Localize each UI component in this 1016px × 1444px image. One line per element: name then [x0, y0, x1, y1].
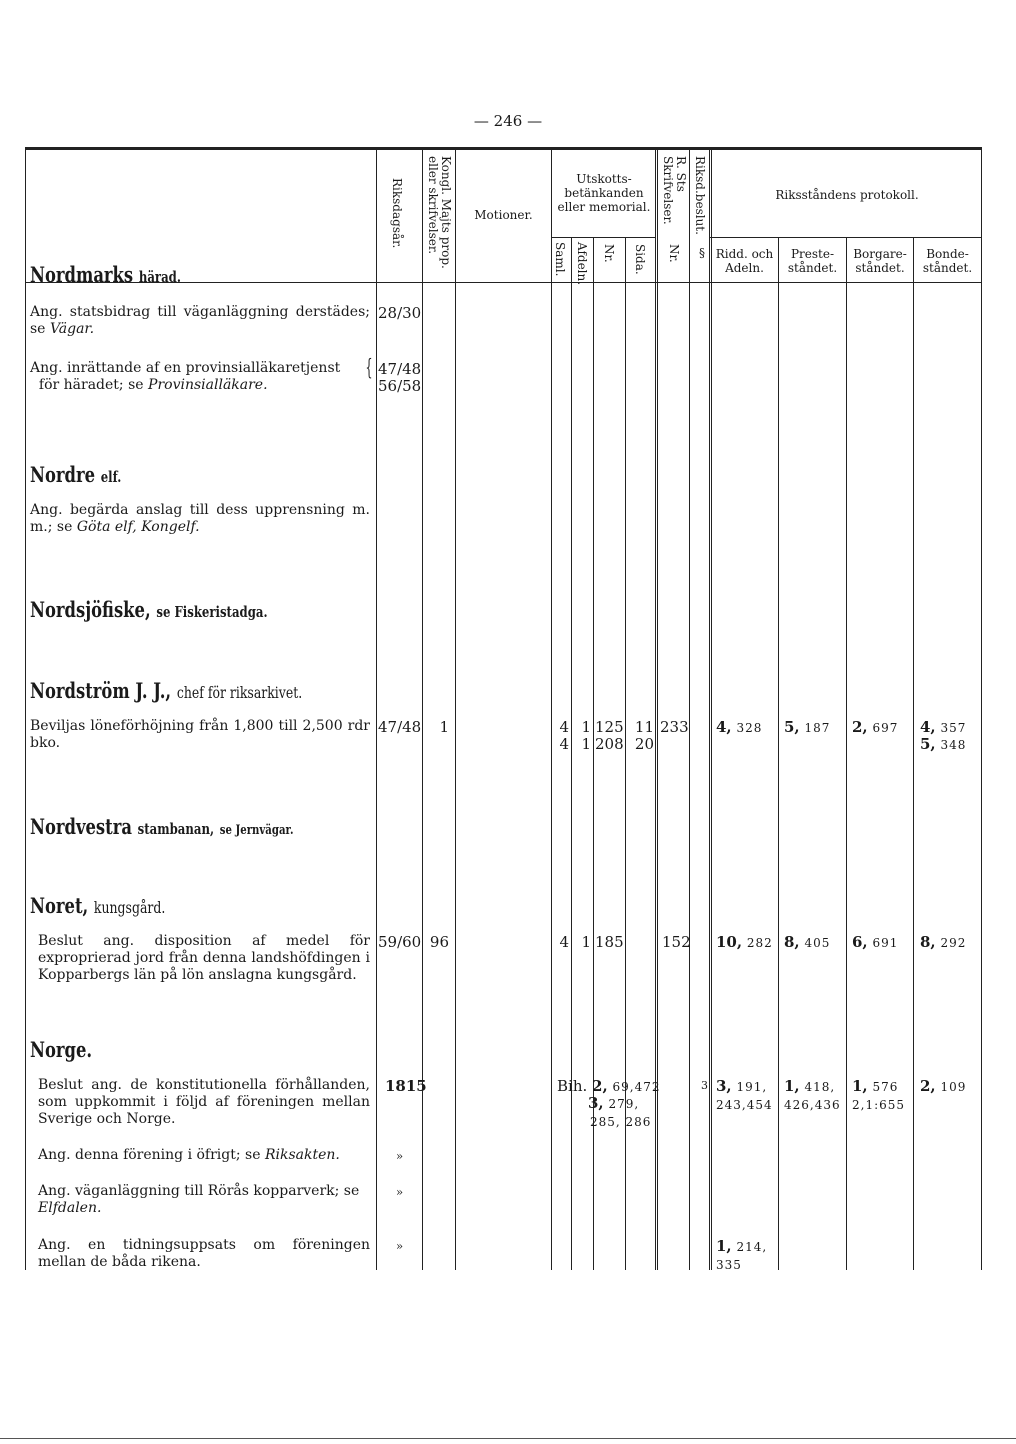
header-paragraph: §	[695, 246, 709, 260]
page-number: — 246 —	[473, 112, 543, 130]
header-riksdagsar: Riksdagsår.	[390, 178, 404, 249]
entry-bonde: 8, 292	[920, 933, 967, 951]
entry-borgare: 6, 691	[852, 933, 899, 951]
entry-ridd: 1, 214,	[716, 1237, 768, 1255]
entry-nr: 208	[595, 735, 624, 753]
header-ridd: Ridd. och Adeln.	[715, 247, 774, 275]
header-nr: Nr.	[602, 244, 616, 263]
table-top-rule	[25, 147, 982, 150]
entry-preste: 426,436	[784, 1098, 841, 1112]
entry-saml: 4	[559, 718, 569, 736]
header-riksd-beslut: Riksd.beslut.	[693, 156, 707, 235]
entry-kongl: 1	[439, 718, 449, 736]
header-borgare: Borgare- ståndet.	[853, 247, 907, 275]
entry-preste: 5, 187	[784, 718, 831, 736]
entry-utskotts: 285, 286	[590, 1115, 652, 1129]
entry-description: Ang. inrättande af en provinsialläkaretjenst för häradet; se Provinsialläkare.	[30, 360, 341, 393]
entry-ridd: 10, 282	[716, 933, 773, 951]
header-bonde: Bonde- ståndet.	[922, 247, 973, 275]
entry-year: 47/48	[378, 718, 422, 736]
col-rule-double-b	[709, 148, 712, 1270]
header-rsts-nr: Nr.	[667, 244, 681, 263]
subject-title: Nordmarks härad.	[30, 262, 181, 287]
header-utskotts: Utskotts- betänkanden eller memorial.	[557, 172, 651, 214]
entry-sida: 20	[634, 735, 654, 753]
entry-saml: 4	[559, 735, 569, 753]
entry-ridd: 243,454	[716, 1098, 773, 1112]
header-rsts: R. Sts Skrifvelser.	[661, 156, 688, 225]
subject-title: Norge.	[30, 1037, 93, 1062]
entry-year: »	[395, 1149, 404, 1163]
entry-year: 28/30	[378, 304, 422, 322]
entry-preste: 1, 418,	[784, 1077, 836, 1095]
entry-year: 56/58	[378, 377, 422, 395]
entry-description: Ang. väganläggning till Rörås kopparverk; se Elfdalen.	[38, 1183, 360, 1216]
subject-title: Nordsjöfiske, se Fiskeristadga.	[30, 597, 268, 622]
entry-borgare: 2, 697	[852, 718, 899, 736]
entry-description: Beslut ang. de konstitutionella förhållanden, som uppkommit i följd af föreningen mellan Sverige och Norge.	[38, 1077, 370, 1127]
entry-description: Beviljas löneförhöjning från 1,800 till 2,500 rdr bko.	[30, 718, 370, 751]
entry-preste: 8, 405	[784, 933, 831, 951]
entry-description: Beslut ang. disposition af medel för exproprierad jord från denna landshöfdingen i Kopparbergs län på lön anslagna kungsgård.	[38, 933, 370, 983]
entry-year: »	[395, 1239, 404, 1253]
entry-bonde: 2, 109	[920, 1077, 967, 1095]
entry-ridd: 335	[716, 1258, 742, 1272]
entry-afdeln: 1	[581, 933, 591, 951]
header-kongl: Kongl. Majts prop. eller skrifvelser.	[426, 156, 453, 269]
header-motioner: Motioner.	[474, 208, 533, 222]
entry-year: 47/48	[378, 360, 422, 378]
col-rule-ridd	[778, 237, 779, 1270]
brace-icon: {	[365, 356, 373, 381]
col-rule-motioner	[455, 148, 456, 1270]
entry-description: Ang. statsbidrag till väganläggning derstädes; se Vägar.	[30, 304, 370, 337]
entry-rsts-nr: 233	[660, 718, 689, 736]
header-protokoll: Riksståndens protokoll.	[775, 188, 919, 202]
entry-utskotts: 3, 279,	[588, 1094, 640, 1112]
entry-ridd: 3, 191,	[716, 1077, 768, 1095]
subject-title: Nordre elf.	[30, 462, 122, 487]
col-rule-double-a	[655, 148, 658, 1270]
entry-description: Ang. en tidningsuppsats om föreningen mellan de båda rikena.	[38, 1237, 370, 1270]
col-rule-borgare	[913, 237, 914, 1270]
entry-sida: 11	[634, 718, 654, 736]
entry-description: Ang. begärda anslag till dess upprensning m. m.; se Göta elf, Kongelf.	[30, 502, 370, 535]
col-rule-kongl	[422, 148, 423, 1270]
subject-title: Nordström J. J., chef för riksarkivet.	[30, 678, 303, 703]
entry-nr: 125	[595, 718, 624, 736]
subject-title: Noret, kungsgård.	[30, 893, 166, 918]
col-rule-rsts	[689, 148, 690, 1270]
entry-utskotts: Bih. 2, 69,472	[557, 1077, 661, 1095]
entry-kongl: 96	[429, 933, 449, 951]
entry-year: »	[395, 1185, 404, 1199]
col-rule-utskotts	[551, 148, 552, 1270]
entry-year: 59/60	[378, 933, 422, 951]
entry-bonde: 5, 348	[920, 735, 967, 753]
subject-title: Nordvestra stambanan, se Jernvägar.	[30, 814, 294, 839]
header-saml: Saml.	[553, 242, 567, 277]
entry-afdeln: 1	[581, 718, 591, 736]
entry-ridd: 4, 328	[716, 718, 763, 736]
entry-bonde: 4, 357	[920, 718, 967, 736]
entry-borgare: 2,1:655	[852, 1098, 906, 1112]
left-border	[25, 148, 26, 1270]
entry-description: Ang. denna förening i öfrigt; se Riksakten.	[38, 1147, 340, 1163]
right-border	[981, 148, 982, 1270]
utskotts-sub-rule	[551, 237, 656, 238]
col-rule-saml	[571, 237, 572, 1270]
entry-rsts-nr: 152	[662, 933, 691, 951]
entry-borgare: 1, 576	[852, 1077, 899, 1095]
col-rule-preste	[846, 237, 847, 1270]
header-preste: Preste- ståndet.	[787, 247, 838, 275]
page-edge-rule	[0, 1438, 1016, 1439]
entry-year: 1815	[385, 1077, 427, 1095]
col-rule-riksdagsar	[376, 148, 377, 1270]
header-sida: Sida.	[633, 244, 647, 275]
entry-saml: 4	[559, 933, 569, 951]
entry-paragraph: 3	[701, 1079, 708, 1092]
header-afdeln: Afdeln.	[575, 242, 589, 286]
entry-nr: 185	[595, 933, 624, 951]
entry-afdeln: 1	[581, 735, 591, 753]
